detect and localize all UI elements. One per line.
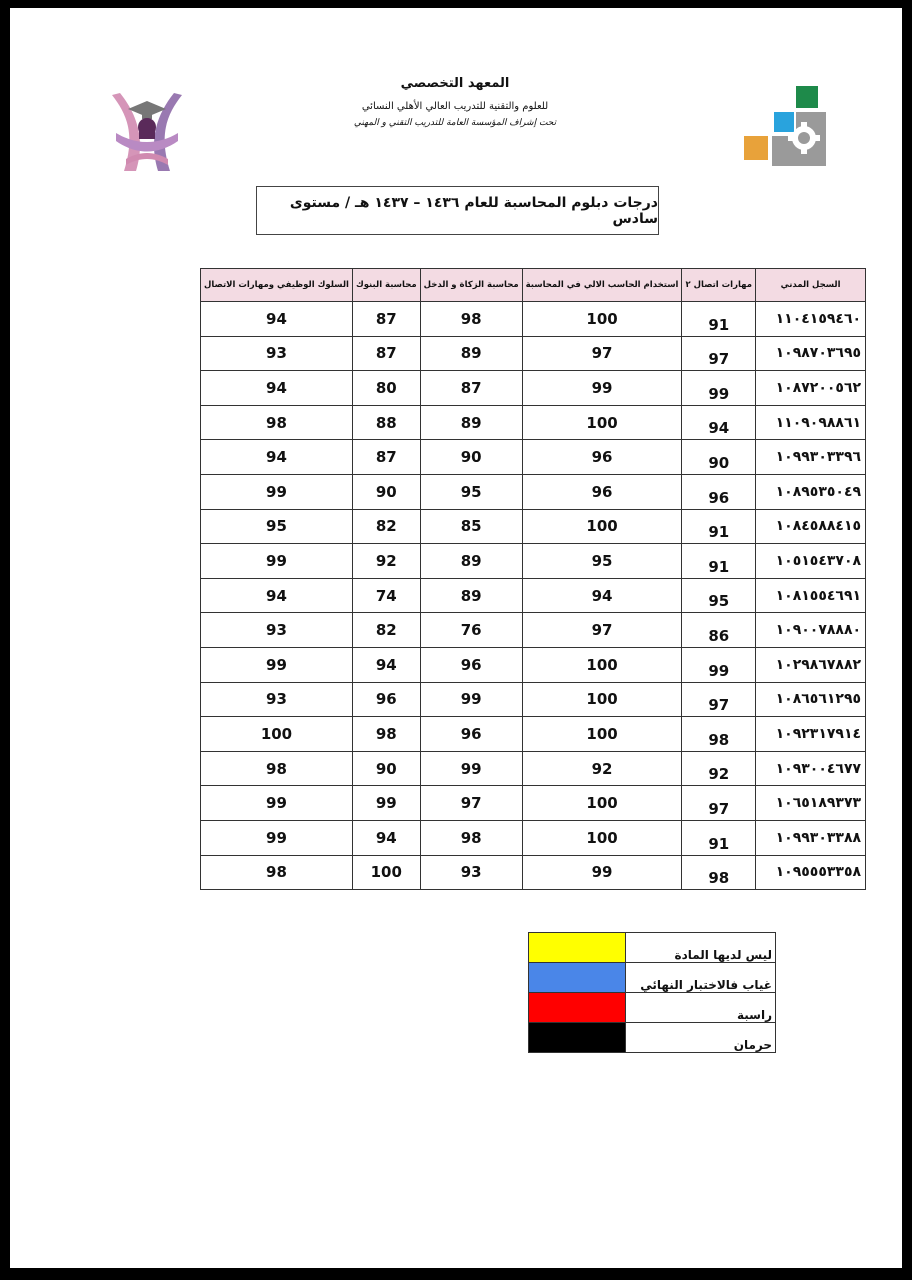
legend-item	[529, 933, 776, 963]
cell-zakat: 87	[420, 371, 522, 406]
cell-zakat: 98	[420, 820, 522, 855]
grades-table-body	[201, 302, 866, 890]
legend-body	[529, 933, 776, 1053]
cell-comm2: 98	[682, 855, 756, 890]
table-row	[201, 682, 866, 717]
cell-comm2: 99	[682, 371, 756, 406]
cell-zakat: 93	[420, 855, 522, 890]
cell-comm2: 97	[682, 786, 756, 821]
cell-id: ١٠٢٩٨٦٧٨٨٢	[756, 647, 866, 682]
cell-banks: 82	[352, 509, 420, 544]
cell-zakat: 89	[420, 578, 522, 613]
table-row	[201, 647, 866, 682]
cell-comm2: 91	[682, 302, 756, 337]
cell-comm2: 97	[682, 682, 756, 717]
cell-id: ١٠٨٧٢٠٠٥٦٢	[756, 371, 866, 406]
legend-swatch	[529, 963, 626, 993]
legend-table	[528, 932, 776, 1053]
cell-zakat: 76	[420, 613, 522, 648]
cell-comm2: 90	[682, 440, 756, 475]
cell-banks: 99	[352, 786, 420, 821]
institute-name: المعهد التخصصي	[400, 76, 510, 91]
cell-conduct: 94	[201, 578, 353, 613]
cell-id: ١٠٨٤٥٨٨٤١٥	[756, 509, 866, 544]
cell-computer: 100	[522, 717, 682, 752]
cell-banks: 100	[352, 855, 420, 890]
table-header-row	[201, 269, 866, 302]
cell-id: ١٠٩٢٣١٧٩١٤	[756, 717, 866, 752]
cell-conduct: 93	[201, 336, 353, 371]
legend-swatch	[529, 933, 626, 963]
legend-item	[529, 993, 776, 1023]
cell-id: ١٠٨١٥٥٤٦٩١	[756, 578, 866, 613]
cell-id: ١٠٩٩٣٠٣٣٨٨	[756, 820, 866, 855]
cell-zakat: 85	[420, 509, 522, 544]
cell-id: ١٠٨٦٥٦١٢٩٥	[756, 682, 866, 717]
cell-conduct: 94	[201, 302, 353, 337]
table-row	[201, 302, 866, 337]
cell-computer: 100	[522, 820, 682, 855]
cell-banks: 92	[352, 544, 420, 579]
col-header-zakat: محاسبة الزكاة و الدخل	[420, 269, 522, 302]
table-row	[201, 371, 866, 406]
cell-comm2: 91	[682, 544, 756, 579]
cell-conduct: 95	[201, 509, 353, 544]
table-row	[201, 855, 866, 890]
cell-id: ١٠٩٠٠٧٨٨٨٠	[756, 613, 866, 648]
cell-banks: 82	[352, 613, 420, 648]
cell-computer: 97	[522, 336, 682, 371]
cell-zakat: 90	[420, 440, 522, 475]
cell-computer: 99	[522, 371, 682, 406]
col-header-id: السجل المدني	[756, 269, 866, 302]
cell-conduct: 99	[201, 474, 353, 509]
cell-banks: 90	[352, 751, 420, 786]
page-title: درجات دبلوم المحاسبة للعام ١٤٣٦ – ١٤٣٧ هـ / مستوى سادس	[256, 186, 659, 235]
cell-comm2: 91	[682, 509, 756, 544]
cell-id: ١٠٨٩٥٣٥٠٤٩	[756, 474, 866, 509]
cell-id: ١٠٩٩٣٠٣٣٩٦	[756, 440, 866, 475]
cell-zakat: 99	[420, 751, 522, 786]
table-row	[201, 405, 866, 440]
table-row	[201, 578, 866, 613]
col-header-computer: استخدام الحاسب الالي في المحاسبة	[522, 269, 682, 302]
cell-zakat: 89	[420, 544, 522, 579]
cell-banks: 87	[352, 302, 420, 337]
cell-comm2: 86	[682, 613, 756, 648]
table-row	[201, 440, 866, 475]
grades-table	[200, 268, 866, 890]
cell-id: ١٠٦٥١٨٩٣٧٣	[756, 786, 866, 821]
cell-conduct: 100	[201, 717, 353, 752]
table-row	[201, 820, 866, 855]
cell-conduct: 99	[201, 647, 353, 682]
cell-id: ١١٠٩٠٩٨٨٦١	[756, 405, 866, 440]
legend-label: غياب فالاختبار النهائي	[626, 963, 776, 993]
cell-conduct: 94	[201, 371, 353, 406]
cell-computer: 100	[522, 682, 682, 717]
cell-zakat: 97	[420, 786, 522, 821]
cell-computer: 96	[522, 440, 682, 475]
table-row	[201, 786, 866, 821]
cell-conduct: 99	[201, 820, 353, 855]
cell-conduct: 98	[201, 405, 353, 440]
cell-id: ١٠٩٣٠٠٤٦٧٧	[756, 751, 866, 786]
cell-id: ١٠٥١٥٤٣٧٠٨	[756, 544, 866, 579]
cell-banks: 90	[352, 474, 420, 509]
cell-computer: 100	[522, 302, 682, 337]
legend-label: حرمان	[626, 1023, 776, 1053]
supervision-line: تحت إشراف المؤسسة العامة للتدريب التقني و المهني	[353, 118, 557, 128]
table-row	[201, 544, 866, 579]
cell-banks: 94	[352, 647, 420, 682]
col-header-conduct: السلوك الوظيفي ومهارات الاتصال	[201, 269, 353, 302]
cell-zakat: 98	[420, 302, 522, 337]
legend-label: ليس لديها المادة	[626, 933, 776, 963]
cell-computer: 92	[522, 751, 682, 786]
tvtc-logo-icon	[744, 86, 826, 170]
cell-id: ١٠٩٥٥٥٣٣٥٨	[756, 855, 866, 890]
cell-conduct: 93	[201, 682, 353, 717]
cell-comm2: 97	[682, 336, 756, 371]
cell-zakat: 95	[420, 474, 522, 509]
institute-logo-icon	[106, 83, 188, 175]
cell-comm2: 98	[682, 717, 756, 752]
cell-conduct: 99	[201, 544, 353, 579]
cell-conduct: 93	[201, 613, 353, 648]
cell-computer: 96	[522, 474, 682, 509]
cell-computer: 100	[522, 509, 682, 544]
institute-subtitle: للعلوم والتقنية للتدريب العالي الأهلي النسائي	[361, 101, 549, 112]
cell-conduct: 98	[201, 855, 353, 890]
legend-swatch	[529, 993, 626, 1023]
table-row	[201, 474, 866, 509]
cell-comm2: 96	[682, 474, 756, 509]
cell-zakat: 96	[420, 717, 522, 752]
table-row	[201, 613, 866, 648]
cell-id: ١١٠٤١٥٩٤٦٠	[756, 302, 866, 337]
institute-header	[310, 76, 600, 128]
cell-computer: 100	[522, 647, 682, 682]
cell-conduct: 94	[201, 440, 353, 475]
table-row	[201, 509, 866, 544]
cell-conduct: 99	[201, 786, 353, 821]
cell-banks: 87	[352, 440, 420, 475]
cell-computer: 97	[522, 613, 682, 648]
cell-comm2: 95	[682, 578, 756, 613]
cell-zakat: 89	[420, 336, 522, 371]
legend-item	[529, 1023, 776, 1053]
cell-computer: 100	[522, 786, 682, 821]
document-page	[10, 8, 902, 1268]
cell-id: ١٠٩٨٧٠٣٦٩٥	[756, 336, 866, 371]
cell-zakat: 99	[420, 682, 522, 717]
legend-label: راسبة	[626, 993, 776, 1023]
legend-item	[529, 963, 776, 993]
table-row	[201, 717, 866, 752]
cell-banks: 74	[352, 578, 420, 613]
cell-banks: 98	[352, 717, 420, 752]
col-header-banks: محاسبة البنوك	[352, 269, 420, 302]
cell-zakat: 96	[420, 647, 522, 682]
cell-banks: 87	[352, 336, 420, 371]
cell-computer: 99	[522, 855, 682, 890]
cell-zakat: 89	[420, 405, 522, 440]
cell-computer: 94	[522, 578, 682, 613]
cell-conduct: 98	[201, 751, 353, 786]
cell-comm2: 99	[682, 647, 756, 682]
cell-banks: 94	[352, 820, 420, 855]
cell-banks: 88	[352, 405, 420, 440]
table-row	[201, 751, 866, 786]
col-header-comm2: مهارات اتصال ٢	[682, 269, 756, 302]
cell-computer: 95	[522, 544, 682, 579]
table-row	[201, 336, 866, 371]
cell-banks: 80	[352, 371, 420, 406]
cell-computer: 100	[522, 405, 682, 440]
cell-comm2: 91	[682, 820, 756, 855]
cell-comm2: 92	[682, 751, 756, 786]
legend-swatch	[529, 1023, 626, 1053]
cell-comm2: 94	[682, 405, 756, 440]
cell-banks: 96	[352, 682, 420, 717]
